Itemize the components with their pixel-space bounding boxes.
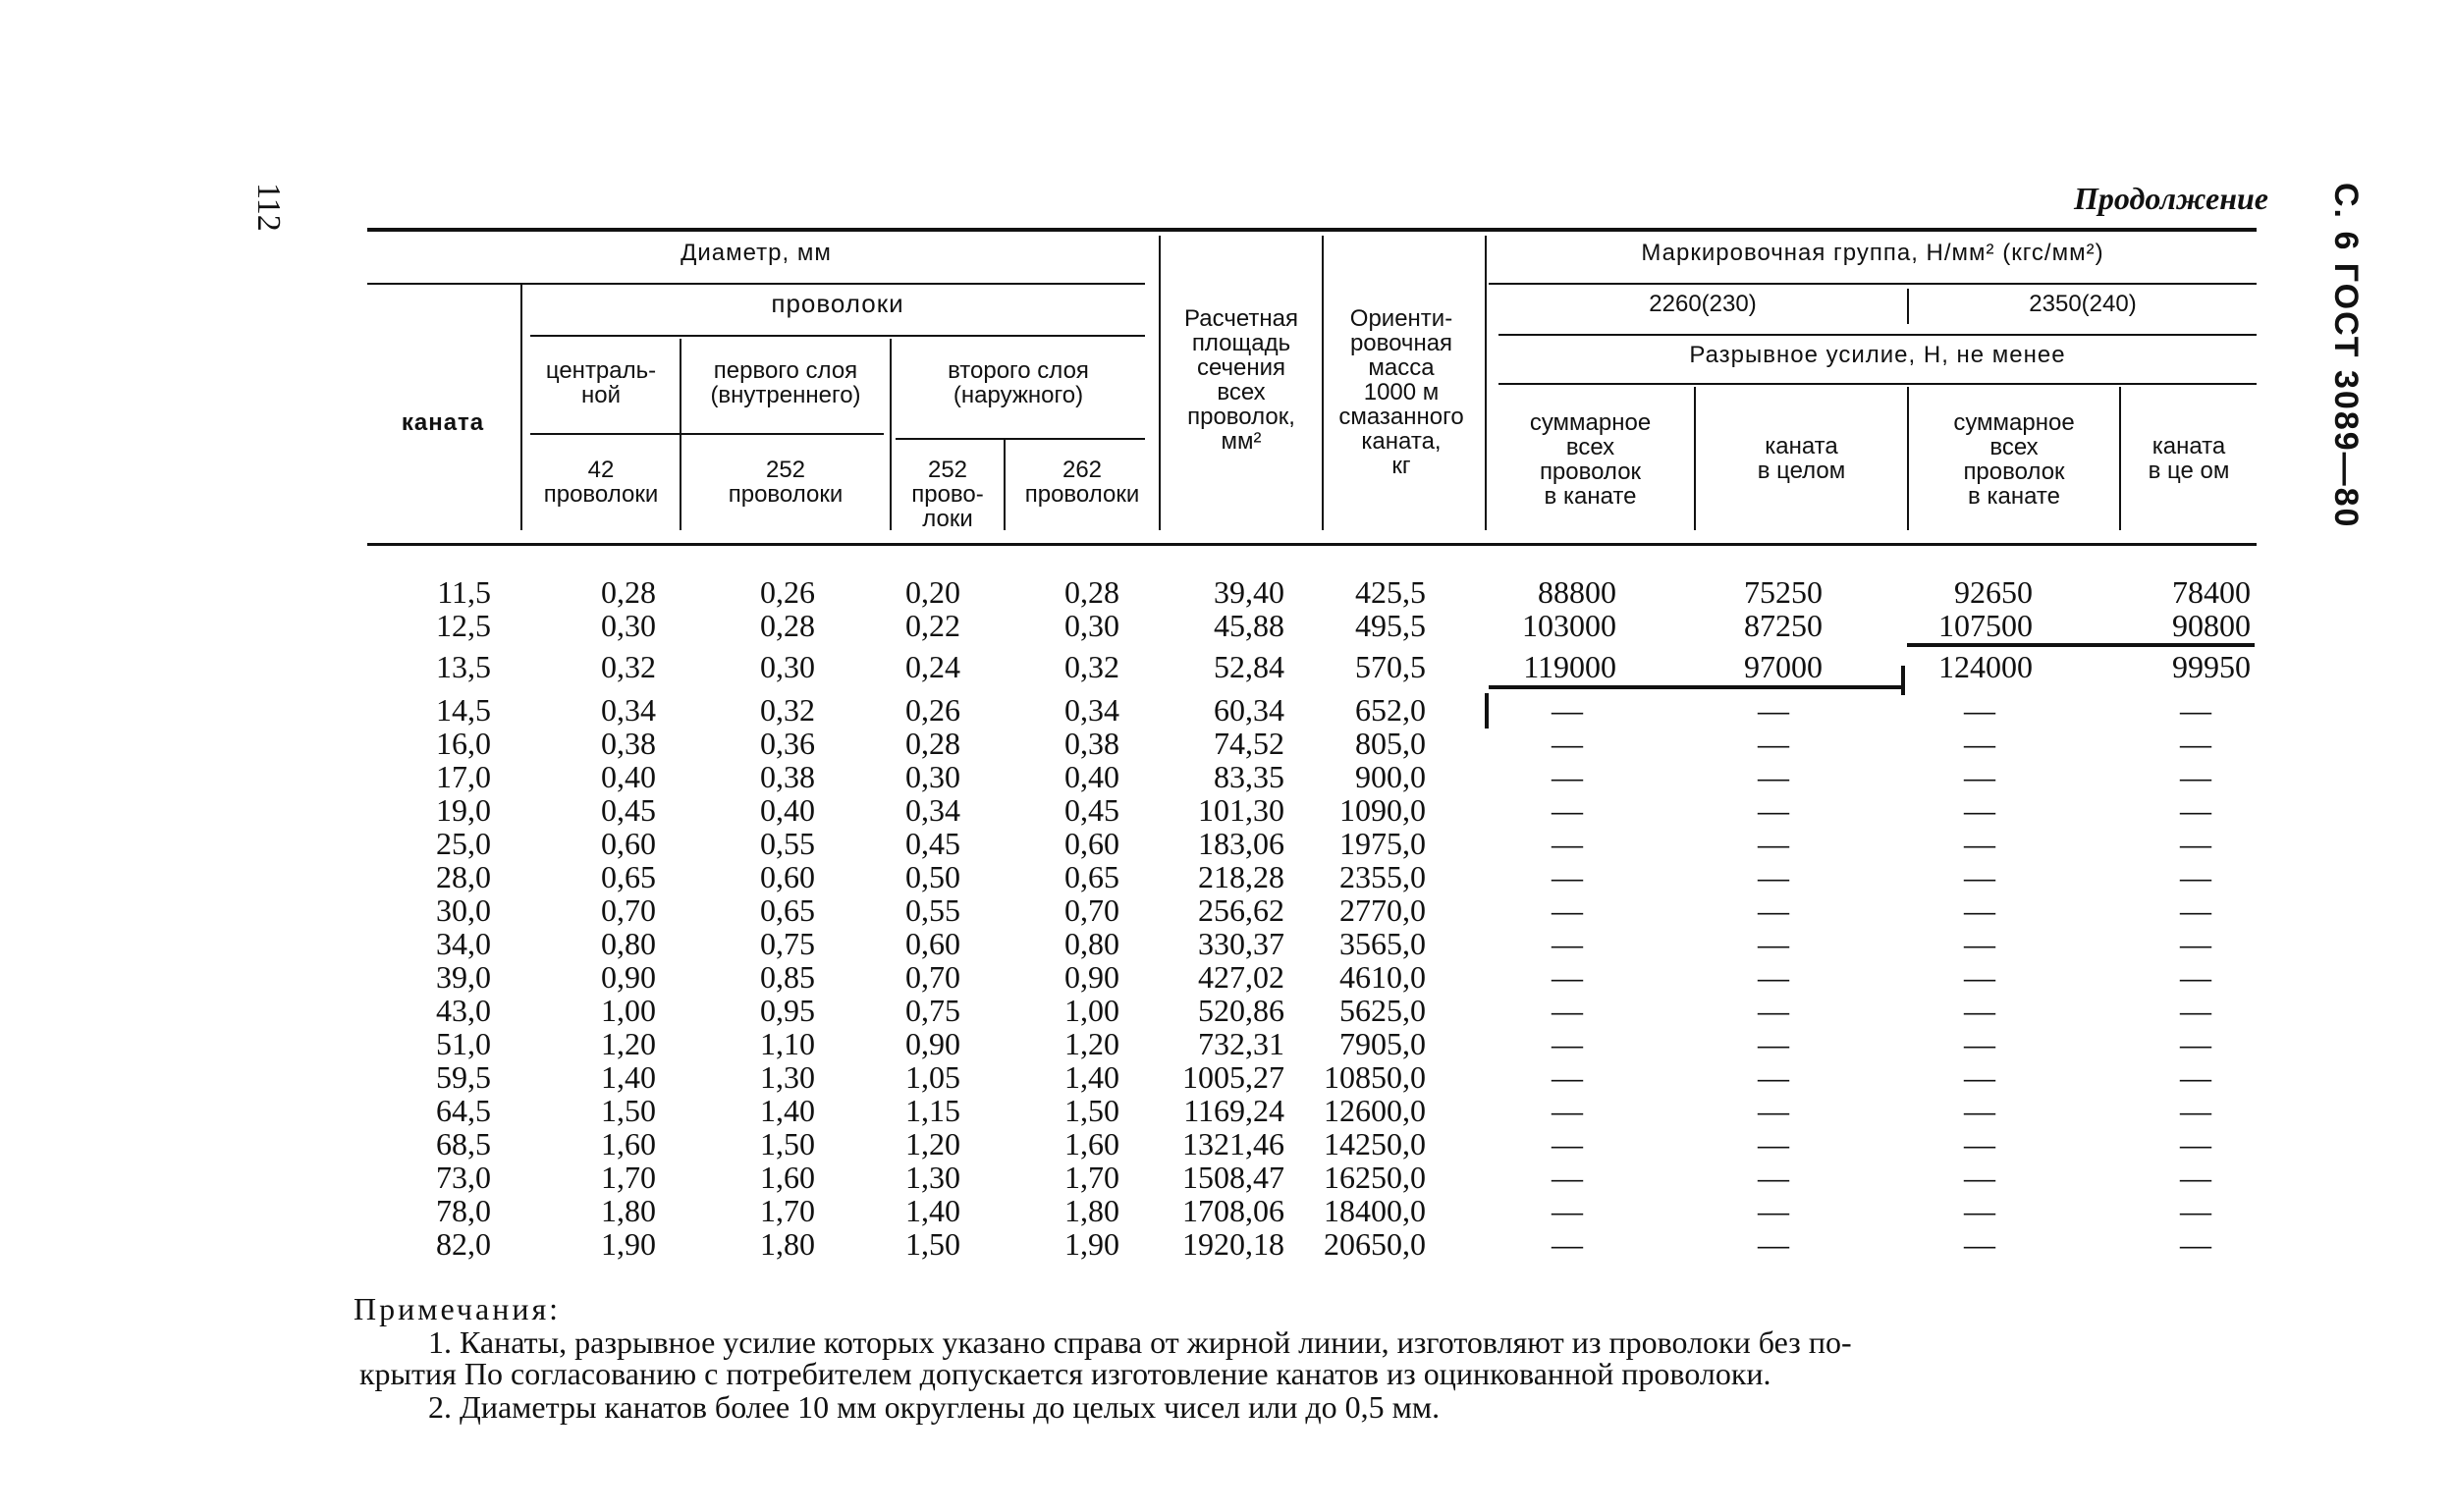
rope-force-2350-cell: — [2180,993,2211,1028]
rope-diameter-cell: 43,0 [436,993,491,1028]
second-layer-wire-a-cell: 0,20 [905,574,960,610]
central-wire-cell: 0,70 [601,892,656,928]
first-layer-wire-cell: 0,28 [760,608,815,643]
first-layer-wire-cell: 0,65 [760,892,815,928]
rope-force-2350-cell: — [2180,1160,2211,1195]
header-central: централь- ной [545,357,657,408]
second-layer-wire-a-cell: 0,55 [905,892,960,928]
sum-force-2260-cell: — [1552,1059,1583,1095]
mass-cell: 12600,0 [1324,1093,1426,1128]
mass-cell: 2770,0 [1339,892,1426,928]
rope-force-2350-cell: — [2180,1193,2211,1228]
note-1-line-2: крытия По согласованию с потребителем допускается изготовление канатов из оцинкованной проволоки. [359,1356,1771,1391]
cross-section-area-cell: 1321,46 [1182,1126,1284,1161]
second-layer-wire-b-cell: 1,60 [1064,1126,1119,1161]
continuation-label: Продолжение [2074,181,2268,216]
rope-force-2350-cell: — [2180,692,2211,728]
rope-force-2260-cell: — [1758,1126,1789,1161]
second-layer-wire-b-cell: 1,00 [1064,993,1119,1028]
header-rope: каната [401,409,485,436]
first-layer-wire-cell: 0,26 [760,574,815,610]
rope-diameter-cell: 25,0 [436,826,491,861]
rope-diameter-cell: 82,0 [436,1226,491,1262]
first-layer-wire-cell: 0,95 [760,993,815,1028]
header-diameter: Диаметр, мм [681,240,832,266]
central-wire-cell: 0,30 [601,608,656,643]
second-layer-wire-a-cell: 1,20 [905,1126,960,1161]
header-second-layer: второго слоя (наружного) [948,357,1089,408]
cross-section-area-cell: 1920,18 [1182,1226,1284,1262]
rope-force-2350-cell: 78400 [2172,574,2251,610]
rope-force-2260-cell: 87250 [1744,608,1823,643]
sum-force-2260-cell: — [1552,926,1583,961]
central-wire-cell: 1,50 [601,1093,656,1128]
rope-force-2350-cell: 90800 [2172,608,2251,643]
sum-force-2350-cell: — [1964,759,1995,794]
sum-force-2260-cell: — [1552,692,1583,728]
cross-section-area-cell: 218,28 [1198,859,1284,894]
cross-section-area-cell: 1005,27 [1182,1059,1284,1095]
rope-force-2350-cell: — [2180,859,2211,894]
mass-cell: 4610,0 [1339,959,1426,995]
sum-force-2260-cell: — [1552,1193,1583,1228]
sum-force-2260-cell: — [1552,859,1583,894]
sum-force-2350-cell: — [1964,1193,1995,1228]
first-layer-wire-cell: 0,85 [760,959,815,995]
sum-force-2350-cell: — [1964,1226,1995,1262]
mass-cell: 16250,0 [1324,1160,1426,1195]
rope-diameter-cell: 11,5 [437,574,491,610]
mass-cell: 3565,0 [1339,926,1426,961]
cross-section-area-cell: 39,40 [1214,574,1284,610]
second-layer-wire-b-cell: 0,34 [1064,692,1119,728]
central-wire-cell: 1,40 [601,1059,656,1095]
second-layer-wire-b-cell: 1,40 [1064,1059,1119,1095]
first-layer-wire-cell: 1,60 [760,1160,815,1195]
sum-force-2260-cell: — [1552,1126,1583,1161]
mass-cell: 7905,0 [1339,1026,1426,1061]
first-layer-wire-cell: 0,55 [760,826,815,861]
second-layer-wire-a-cell: 0,45 [905,826,960,861]
mass-cell: 425,5 [1355,574,1426,610]
rope-diameter-cell: 51,0 [436,1026,491,1061]
rope-force-2350-cell: — [2180,759,2211,794]
first-layer-wire-cell: 0,30 [760,649,815,684]
header-first-layer: первого слоя (внутреннего) [710,357,861,408]
second-layer-wire-a-cell: 0,90 [905,1026,960,1061]
cross-section-area-cell: 1508,47 [1182,1160,1284,1195]
first-layer-wire-cell: 1,10 [760,1026,815,1061]
sum-force-2260-cell: — [1552,1026,1583,1061]
second-layer-wire-a-cell: 0,34 [905,792,960,828]
rope-diameter-cell: 34,0 [436,926,491,961]
rope-diameter-cell: 17,0 [436,759,491,794]
second-layer-wire-a-cell: 0,75 [905,993,960,1028]
sum-force-2350-cell: — [1964,1126,1995,1161]
rope-force-2260-cell: — [1758,1226,1789,1262]
rope-diameter-cell: 28,0 [436,859,491,894]
cross-section-area-cell: 1708,06 [1182,1193,1284,1228]
header-area: Расчетная площадь сечения всех проволок, мм² [1184,305,1298,455]
rope-diameter-cell: 19,0 [436,792,491,828]
rope-force-2350-cell: 99950 [2172,649,2251,684]
sum-force-2350-cell: 107500 [1938,608,2033,643]
first-layer-wire-cell: 1,50 [760,1126,815,1161]
sum-force-2350-cell: — [1964,959,1995,995]
rope-force-2260-cell: — [1758,926,1789,961]
cross-section-area-cell: 1169,24 [1183,1093,1284,1128]
rope-force-2260-cell: — [1758,692,1789,728]
header-breaking-force: Разрывное усилие, Н, не менее [1689,342,2066,368]
header-marking-group: Маркировочная группа, Н/мм² (кгс/мм²) [1641,240,2104,266]
first-layer-wire-cell: 0,75 [760,926,815,961]
first-layer-wire-cell: 0,36 [760,726,815,761]
central-wire-cell: 1,90 [601,1226,656,1262]
sum-force-2350-cell: — [1964,1160,1995,1195]
second-layer-wire-b-cell: 0,40 [1064,759,1119,794]
central-wire-cell: 0,28 [601,574,656,610]
first-layer-wire-cell: 1,30 [760,1059,815,1095]
rope-diameter-cell: 73,0 [436,1160,491,1195]
rope-force-2260-cell: — [1758,1193,1789,1228]
rope-diameter-cell: 39,0 [436,959,491,995]
sum-force-2350-cell: — [1964,826,1995,861]
rope-force-2350-cell: — [2180,726,2211,761]
mass-cell: 18400,0 [1324,1193,1426,1228]
sum-force-2260-cell: 88800 [1538,574,1616,610]
central-wire-cell: 0,65 [601,859,656,894]
second-layer-wire-a-cell: 0,50 [905,859,960,894]
first-layer-wire-cell: 1,80 [760,1226,815,1262]
header-central-count: 42 проволоки [543,457,659,508]
sum-force-2350-cell: — [1964,726,1995,761]
central-wire-cell: 1,60 [601,1126,656,1161]
sum-force-2260-cell: — [1552,759,1583,794]
second-layer-wire-a-cell: 1,50 [905,1226,960,1262]
header-second-count-b: 262 проволоки [1024,457,1140,508]
rope-force-2350-cell: — [2180,926,2211,961]
cross-section-area-cell: 101,30 [1198,792,1284,828]
mass-cell: 10850,0 [1324,1059,1426,1095]
sum-force-2350-cell: — [1964,892,1995,928]
second-layer-wire-a-cell: 1,30 [905,1160,960,1195]
rope-force-2350-cell: — [2180,1026,2211,1061]
second-layer-wire-b-cell: 1,90 [1064,1226,1119,1262]
sum-force-2260-cell: — [1552,826,1583,861]
first-layer-wire-cell: 0,60 [760,859,815,894]
cross-section-area-cell: 427,02 [1198,959,1284,995]
second-layer-wire-b-cell: 0,28 [1064,574,1119,610]
sum-force-2350-cell: — [1964,926,1995,961]
header-sum-wires-2: суммарное всех проволок в канате [1953,409,2075,510]
mass-cell: 805,0 [1355,726,1426,761]
header-mass: Ориенти- ровочная масса 1000 м смазанного каната, кг [1338,305,1464,479]
cross-section-area-cell: 520,86 [1198,993,1284,1028]
sum-force-2350-cell: — [1964,859,1995,894]
rope-force-2260-cell: — [1758,826,1789,861]
rope-force-2260-cell: — [1758,1026,1789,1061]
rope-force-2260-cell: — [1758,1093,1789,1128]
central-wire-cell: 1,80 [601,1193,656,1228]
sum-force-2260-cell: — [1552,892,1583,928]
rope-force-2350-cell: — [2180,1126,2211,1161]
rope-diameter-cell: 59,5 [436,1059,491,1095]
second-layer-wire-b-cell: 0,60 [1064,826,1119,861]
rope-force-2350-cell: — [2180,1226,2211,1262]
note-1-line-1: 1. Канаты, разрывное усилие которых указано справа от жирной линии, изготовляют из проволоки без по- [428,1324,1852,1360]
sum-force-2260-cell: 119000 [1523,649,1616,684]
sum-force-2350-cell: — [1964,692,1995,728]
rope-force-2260-cell: — [1758,993,1789,1028]
rope-force-2260-cell: — [1758,1160,1789,1195]
sum-force-2350-cell: — [1964,993,1995,1028]
mass-cell: 900,0 [1355,759,1426,794]
mass-cell: 652,0 [1355,692,1426,728]
cross-section-area-cell: 732,31 [1198,1026,1284,1061]
mass-cell: 14250,0 [1324,1126,1426,1161]
sum-force-2350-cell: 92650 [1954,574,2033,610]
rope-force-2260-cell: — [1758,859,1789,894]
central-wire-cell: 0,34 [601,692,656,728]
second-layer-wire-b-cell: 0,65 [1064,859,1119,894]
mass-cell: 1090,0 [1339,792,1426,828]
second-layer-wire-a-cell: 0,22 [905,608,960,643]
rope-force-2350-cell: — [2180,892,2211,928]
second-layer-wire-a-cell: 1,15 [905,1093,960,1128]
rope-force-2260-cell: — [1758,759,1789,794]
header-wires: проволоки [771,289,904,318]
central-wire-cell: 0,32 [601,649,656,684]
rope-force-2350-cell: — [2180,1059,2211,1095]
central-wire-cell: 1,70 [601,1160,656,1195]
second-layer-wire-b-cell: 0,45 [1064,792,1119,828]
sum-force-2260-cell: 103000 [1522,608,1616,643]
second-layer-wire-b-cell: 0,90 [1064,959,1119,995]
second-layer-wire-b-cell: 0,32 [1064,649,1119,684]
header-rope-whole-2: каната в це ом [2148,433,2230,484]
second-layer-wire-b-cell: 0,30 [1064,608,1119,643]
central-wire-cell: 0,38 [601,726,656,761]
second-layer-wire-b-cell: 0,70 [1064,892,1119,928]
second-layer-wire-a-cell: 0,24 [905,649,960,684]
second-layer-wire-b-cell: 0,80 [1064,926,1119,961]
sum-force-2350-cell: — [1964,1059,1995,1095]
sum-force-2350-cell: — [1964,792,1995,828]
mass-cell: 495,5 [1355,608,1426,643]
second-layer-wire-a-cell: 0,70 [905,959,960,995]
mass-cell: 2355,0 [1339,859,1426,894]
first-layer-wire-cell: 1,70 [760,1193,815,1228]
rope-diameter-cell: 12,5 [436,608,491,643]
central-wire-cell: 0,40 [601,759,656,794]
rope-force-2350-cell: — [2180,826,2211,861]
cross-section-area-cell: 60,34 [1214,692,1284,728]
rope-force-2260-cell: 97000 [1744,649,1823,684]
rope-diameter-cell: 30,0 [436,892,491,928]
second-layer-wire-a-cell: 0,60 [905,926,960,961]
sum-force-2260-cell: — [1552,959,1583,995]
cross-section-area-cell: 74,52 [1214,726,1284,761]
header-group-2260: 2260(230) [1649,291,1757,317]
rope-force-2260-cell: — [1758,1059,1789,1095]
mass-cell: 5625,0 [1339,993,1426,1028]
central-wire-cell: 0,90 [601,959,656,995]
rope-diameter-cell: 78,0 [436,1193,491,1228]
first-layer-wire-cell: 0,32 [760,692,815,728]
header-group-2350: 2350(240) [2029,291,2137,317]
central-wire-cell: 0,80 [601,926,656,961]
sum-force-2260-cell: — [1552,993,1583,1028]
central-wire-cell: 1,00 [601,993,656,1028]
rope-diameter-cell: 16,0 [436,726,491,761]
second-layer-wire-a-cell: 0,28 [905,726,960,761]
rope-force-2260-cell: 75250 [1744,574,1823,610]
sum-force-2350-cell: — [1964,1026,1995,1061]
cross-section-area-cell: 183,06 [1198,826,1284,861]
first-layer-wire-cell: 1,40 [760,1093,815,1128]
sum-force-2260-cell: — [1552,792,1583,828]
page-number: 112 [250,183,287,232]
second-layer-wire-b-cell: 0,38 [1064,726,1119,761]
second-layer-wire-a-cell: 1,05 [905,1059,960,1095]
sum-force-2260-cell: — [1552,726,1583,761]
header-rope-whole-1: каната в целом [1757,433,1846,484]
first-layer-wire-cell: 0,40 [760,792,815,828]
second-layer-wire-a-cell: 0,30 [905,759,960,794]
second-layer-wire-b-cell: 1,80 [1064,1193,1119,1228]
mass-cell: 1975,0 [1339,826,1426,861]
rope-diameter-cell: 13,5 [436,649,491,684]
header-second-count-a: 252 прово- локи [911,457,984,532]
rope-force-2260-cell: — [1758,959,1789,995]
rope-diameter-cell: 64,5 [436,1093,491,1128]
rope-force-2350-cell: — [2180,959,2211,995]
rope-diameter-cell: 14,5 [436,692,491,728]
second-layer-wire-a-cell: 1,40 [905,1193,960,1228]
mass-cell: 20650,0 [1324,1226,1426,1262]
central-wire-cell: 1,20 [601,1026,656,1061]
sum-force-2260-cell: — [1552,1093,1583,1128]
rope-force-2260-cell: — [1758,892,1789,928]
mass-cell: 570,5 [1355,649,1426,684]
rope-force-2260-cell: — [1758,792,1789,828]
sum-force-2350-cell: — [1964,1093,1995,1128]
cross-section-area-cell: 52,84 [1214,649,1284,684]
sum-force-2260-cell: — [1552,1226,1583,1262]
second-layer-wire-b-cell: 1,50 [1064,1093,1119,1128]
sum-force-2350-cell: 124000 [1938,649,2033,684]
rope-force-2350-cell: — [2180,1093,2211,1128]
rope-diameter-cell: 68,5 [436,1126,491,1161]
cross-section-area-cell: 83,35 [1214,759,1284,794]
rope-force-2350-cell: — [2180,792,2211,828]
rope-force-2260-cell: — [1758,726,1789,761]
cross-section-area-cell: 45,88 [1214,608,1284,643]
header-first-count: 252 проволоки [728,457,844,508]
second-layer-wire-b-cell: 1,20 [1064,1026,1119,1061]
central-wire-cell: 0,45 [601,792,656,828]
cross-section-area-cell: 256,62 [1198,892,1284,928]
standard-title: С. 6 ГОСТ 3089—80 [2327,183,2365,529]
second-layer-wire-b-cell: 1,70 [1064,1160,1119,1195]
central-wire-cell: 0,60 [601,826,656,861]
note-2: 2. Диаметры канатов более 10 мм округлены до целых чисел или до 0,5 мм. [428,1389,1441,1425]
cross-section-area-cell: 330,37 [1198,926,1284,961]
second-layer-wire-a-cell: 0,26 [905,692,960,728]
notes-title: Примечания: [354,1291,562,1326]
sum-force-2260-cell: — [1552,1160,1583,1195]
first-layer-wire-cell: 0,38 [760,759,815,794]
header-sum-wires-1: суммарное всех проволок в канате [1529,409,1652,510]
